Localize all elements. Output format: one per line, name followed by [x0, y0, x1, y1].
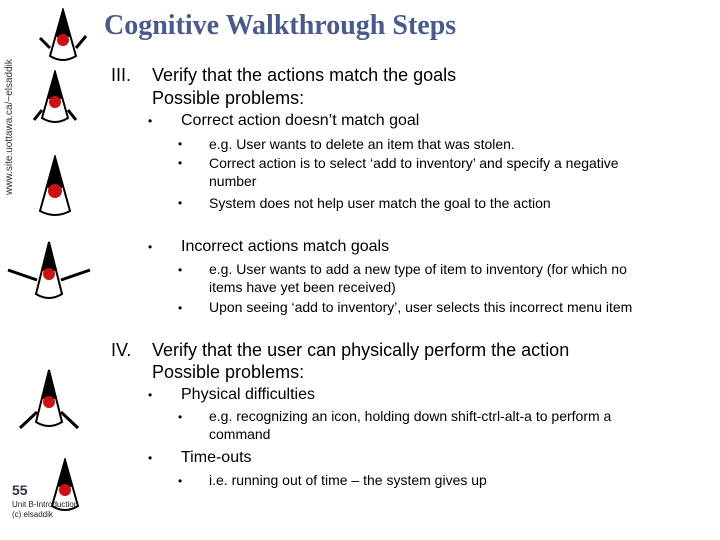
duke-mascot-icon	[30, 155, 80, 225]
bullet: •	[178, 301, 183, 315]
problem-detail: Correct action is to select ‘add to inventory’ and specify a negative	[209, 155, 619, 171]
problem-detail: number	[209, 173, 257, 189]
bullet: •	[148, 114, 153, 128]
footer-text	[12, 500, 78, 520]
bullet: •	[148, 451, 153, 465]
bullet: •	[178, 263, 183, 277]
footer-copyright: (c) elsaddik	[12, 510, 53, 519]
problem-detail: Upon seeing ‘add to inventory’, user selects this incorrect menu item	[209, 299, 633, 315]
section-numeral: IV.	[111, 340, 132, 360]
problem-detail: command	[209, 426, 271, 442]
problem-detail: items have yet been received)	[209, 279, 396, 295]
bullet: •	[178, 156, 183, 170]
side-url	[4, 59, 16, 207]
section-heading: Verify that the user can physically perform the action	[152, 340, 570, 360]
problem-label: Time-outs	[181, 449, 252, 466]
bullet: •	[148, 388, 153, 402]
duke-mascot-icon	[30, 70, 80, 130]
bullet: •	[148, 240, 153, 254]
section-heading: Verify that the actions match the goals	[152, 65, 457, 85]
bullet: •	[178, 196, 183, 210]
section-subheading: Possible problems:	[152, 88, 305, 108]
bullet: •	[178, 137, 183, 151]
footer-unit: Unit B-Introduction	[12, 500, 79, 509]
problem-detail: i.e. running out of time – the system gives up	[209, 472, 487, 488]
side-url-text: www.site.uottawa.ca/~elsaddik	[4, 59, 15, 195]
problem-label: Correct action doesn’t match goal	[181, 112, 420, 129]
problem-detail: e.g. User wants to delete an item that was stolen.	[209, 136, 515, 152]
section-numeral: III.	[111, 65, 132, 85]
duke-mascot-icon	[38, 8, 88, 68]
problem-label: Physical difficulties	[181, 386, 315, 403]
duke-mascot-icon	[4, 240, 94, 310]
problem-label: Incorrect actions match goals	[181, 238, 390, 255]
problem-detail: System does not help user match the goal to the action	[209, 195, 551, 211]
problem-detail: e.g. recognizing an icon, holding down shift-ctrl-alt-a to perform a	[209, 408, 612, 424]
section-subheading: Possible problems:	[152, 362, 305, 382]
bullet: •	[178, 474, 183, 488]
bullet: •	[178, 410, 183, 424]
page-title: Cognitive Walkthrough Steps	[104, 10, 457, 41]
problem-detail: e.g. User wants to add a new type of item to inventory (for which no	[209, 261, 627, 277]
duke-mascot-icon	[14, 368, 84, 438]
slide-number: 55	[12, 482, 28, 498]
